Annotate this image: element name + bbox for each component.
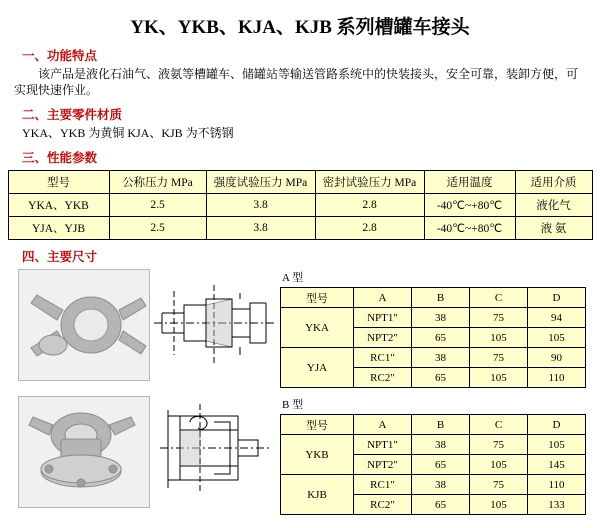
document-page [0, 12, 600, 528]
dima-h2: B [412, 288, 470, 308]
page-title: YK、YKB、KJA、KJB 系列槽罐车接头 [130, 17, 470, 38]
dima-r0c4: 94 [528, 308, 586, 328]
dima-r0c1: NPT1" [354, 308, 412, 328]
dimb-h1: A [354, 415, 412, 435]
dimb-r0c3: 75 [470, 435, 528, 455]
perf-r1c3: 2.8 [315, 217, 424, 240]
dimb-r2c2: 38 [412, 475, 470, 495]
table-row [281, 308, 586, 328]
dimb-r1c2: 65 [412, 455, 470, 475]
table-header-row [281, 415, 586, 435]
dima-r2c3: 75 [470, 348, 528, 368]
table-row [8, 194, 592, 217]
perf-header-3: 密封试验压力 MPa [315, 171, 424, 194]
perf-r0c5: 液化气 [515, 194, 592, 217]
dima-r1c2: 65 [412, 328, 470, 348]
dimb-r1c4: 145 [528, 455, 586, 475]
type-b-row [0, 396, 600, 515]
dimb-r0c0: YKB [281, 435, 354, 475]
dima-r2c0: YJA [281, 348, 354, 388]
type-a-row [0, 269, 600, 388]
dima-h3: C [470, 288, 528, 308]
perf-r1c0: YJA、YJB [8, 217, 109, 240]
dim-table-b-wrap [280, 396, 586, 515]
perf-r0c3: 2.8 [315, 194, 424, 217]
dimb-r0c1: NPT1" [354, 435, 412, 455]
table-row [281, 348, 586, 368]
dimb-r3c3: 105 [470, 495, 528, 515]
dimb-r2c4: 110 [528, 475, 586, 495]
table-header-row [8, 171, 592, 194]
dima-r0c2: 38 [412, 308, 470, 328]
dima-r3c2: 65 [412, 368, 470, 388]
dimb-r2c0: KJB [281, 475, 354, 515]
dima-r3c1: RC2" [354, 368, 412, 388]
dimb-r2c1: RC1" [354, 475, 412, 495]
dim-table-a-label: A 型 [282, 272, 304, 284]
dimb-h2: B [412, 415, 470, 435]
dima-r0c0: YKA [281, 308, 354, 348]
technical-drawing-a [154, 269, 274, 379]
dimb-r0c2: 38 [412, 435, 470, 455]
dima-r2c2: 38 [412, 348, 470, 368]
section-4-heading: 四、主要尺寸 [22, 250, 98, 264]
dimb-r3c2: 65 [412, 495, 470, 515]
perf-r1c2: 3.8 [206, 217, 315, 240]
dim-table-a-wrap [280, 269, 586, 388]
perf-r1c1: 2.5 [109, 217, 206, 240]
perf-r0c1: 2.5 [109, 194, 206, 217]
dima-h1: A [354, 288, 412, 308]
dimb-r2c3: 75 [470, 475, 528, 495]
perf-header-5: 适用介质 [515, 171, 592, 194]
dima-r3c3: 105 [470, 368, 528, 388]
perf-r1c5: 液 氨 [515, 217, 592, 240]
dima-r1c4: 105 [528, 328, 586, 348]
dimb-r3c4: 133 [528, 495, 586, 515]
perf-r0c4: -40℃~+80℃ [424, 194, 515, 217]
dima-r1c1: NPT2" [354, 328, 412, 348]
technical-drawing-b [154, 396, 274, 506]
perf-r0c2: 3.8 [206, 194, 315, 217]
dimb-r1c1: NPT2" [354, 455, 412, 475]
dimb-r3c1: RC2" [354, 495, 412, 515]
perf-r1c4: -40℃~+80℃ [424, 217, 515, 240]
section-3-heading: 三、性能参数 [22, 151, 98, 165]
table-row [281, 435, 586, 455]
perf-header-0: 型号 [8, 171, 109, 194]
table-header-row [281, 288, 586, 308]
dima-h4: D [528, 288, 586, 308]
perf-header-2: 强度试验压力 MPa [206, 171, 315, 194]
perf-header-4: 适用温度 [424, 171, 515, 194]
dimb-h4: D [528, 415, 586, 435]
perf-r0c0: YKA、YKB [8, 194, 109, 217]
product-photo-b [18, 396, 150, 508]
dim-table-b-label: B 型 [282, 399, 304, 411]
dimension-table-a [280, 287, 586, 388]
dima-r3c4: 110 [528, 368, 586, 388]
dima-r2c1: RC1" [354, 348, 412, 368]
dimension-table-b [280, 414, 586, 515]
dima-r0c3: 75 [470, 308, 528, 328]
performance-table [8, 170, 593, 240]
table-row [281, 475, 586, 495]
dimb-h0: 型号 [281, 415, 354, 435]
table-row [8, 217, 592, 240]
section-1-heading: 一、功能特点 [22, 49, 98, 63]
section-2-text: YKA、YKB 为黄铜 KJA、KJB 为不锈钢 [22, 126, 234, 140]
dima-r2c4: 90 [528, 348, 586, 368]
section-1-text: 该产品是液化石油气、液氨等槽罐车、储罐站等输送管路系统中的快装接头，安全可靠，装卸方便，可实现快速作业。 [14, 67, 579, 97]
dimb-r1c3: 105 [470, 455, 528, 475]
dimb-r0c4: 105 [528, 435, 586, 455]
product-photo-a [18, 269, 150, 381]
dimb-h3: C [470, 415, 528, 435]
section-2-heading: 二、主要零件材质 [22, 108, 123, 122]
dima-h0: 型号 [281, 288, 354, 308]
perf-header-1: 公称压力 MPa [109, 171, 206, 194]
dima-r1c3: 105 [470, 328, 528, 348]
